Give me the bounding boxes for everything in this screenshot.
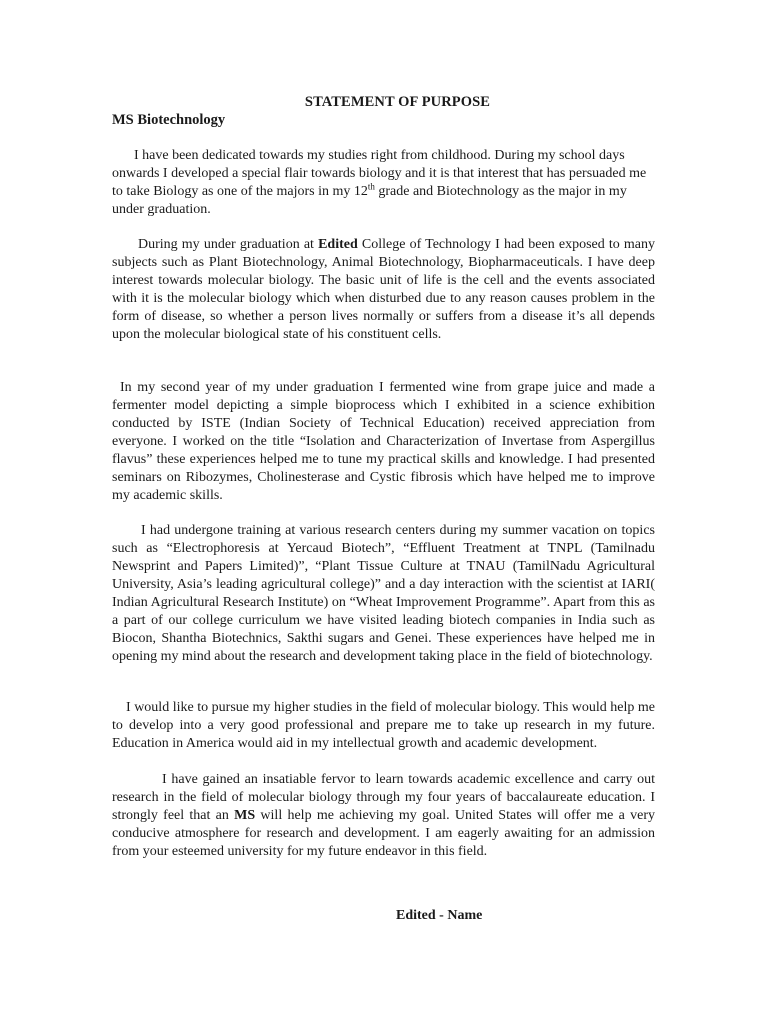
paragraph-1-text-b: grade and Biotechnology as the major in my under graduation. [112,184,627,217]
program-subtitle: MS Biotechnology [112,112,226,128]
paragraph-4: I had undergone training at various research centers during my summer vacation on topics such as “Electrophoresis at Yercaud Biotech”, “Effluent Treatment at TNPL (Tamilnadu Newsprint and Papers Limited)”, “Plant Tissue Culture at TNAU (TamilNadu Agricultural University, Asia’s leading agricultural college)” and a day interaction with the scientist at IARI( Indian Agricultural Research Institute) on “Wheat Improvement Programme”. Apart from this as a part of our college curriculum we have visited leading biotech companies in India such as Biocon, Shantha Biotechnics, Sakthi sugars and Genei. These experiences have helped me in opening my mind about the research and development taking place in the field of biotechnology. [112,523,655,664]
page-title: STATEMENT OF PURPOSE [304,94,491,110]
paragraph-2-text-a: During my under graduation at [138,237,319,252]
paragraph-5: I would like to pursue my higher studies in the field of molecular biology. This would help me to develop into a very good professional and prepare me to take up research in my future. Education in America would aid in my intellectual growth and academic development. [112,700,655,751]
degree-name: MS [234,808,256,823]
paragraph-6-text-b: will help me achieving my goal. United States will offer me a very conducive atmosphere for research and development. I am eagerly awaiting for an admission from your esteemed university for my future endeavor in this field. [112,808,655,859]
edited-college-name: Edited [318,237,358,252]
paragraph-6 [112,771,655,861]
ordinal-superscript: th [367,181,375,192]
signature-name: Edited - Name [396,908,483,923]
paragraph-2-text-b: College of Technology I had been exposed to many subjects such as Plant Biotechnology, Animal Biotechnology, Biopharmaceuticals. I have deep interest towards molecular biology. The basic unit of life is the cell and the events associated with it is the molecular biology which when disturbed due to any reason causes problem in the form of disease, so whether a person lives normally or suffers from a disease it’s all depends upon the molecular biological state of his constituent cells. [112,237,655,342]
paragraph-2 [112,236,655,344]
paragraph-1 [112,147,655,219]
paragraph-3: In my second year of my under graduation I fermented wine from grape juice and made a fermenter model depicting a simple bioprocess which I exhibited in a science exhibition conducted by ISTE (Indian Society of Technical Education) received appreciation from everyone. I worked on the title “Isolation and Characterization of Invertase from Aspergillus flavus” these experiences helped me to tune my practical skills and knowledge. I had presented seminars on Ribozymes, Cholinesterase and Cystic fibrosis which have helped me to improve my academic skills. [112,380,655,503]
paragraph-1-text-a: I have been dedicated towards my studies right from childhood. During my school days onwards I developed a special flair towards biology and it is that interest that has persuaded me to take Biology as one of the majors in my 12 [112,148,647,199]
paragraph-6-text-a: I have gained an insatiable fervor to learn towards academic excellence and carry out research in the field of molecular biology through my four years of baccalaureate education. I strongly feel that an [112,772,655,823]
